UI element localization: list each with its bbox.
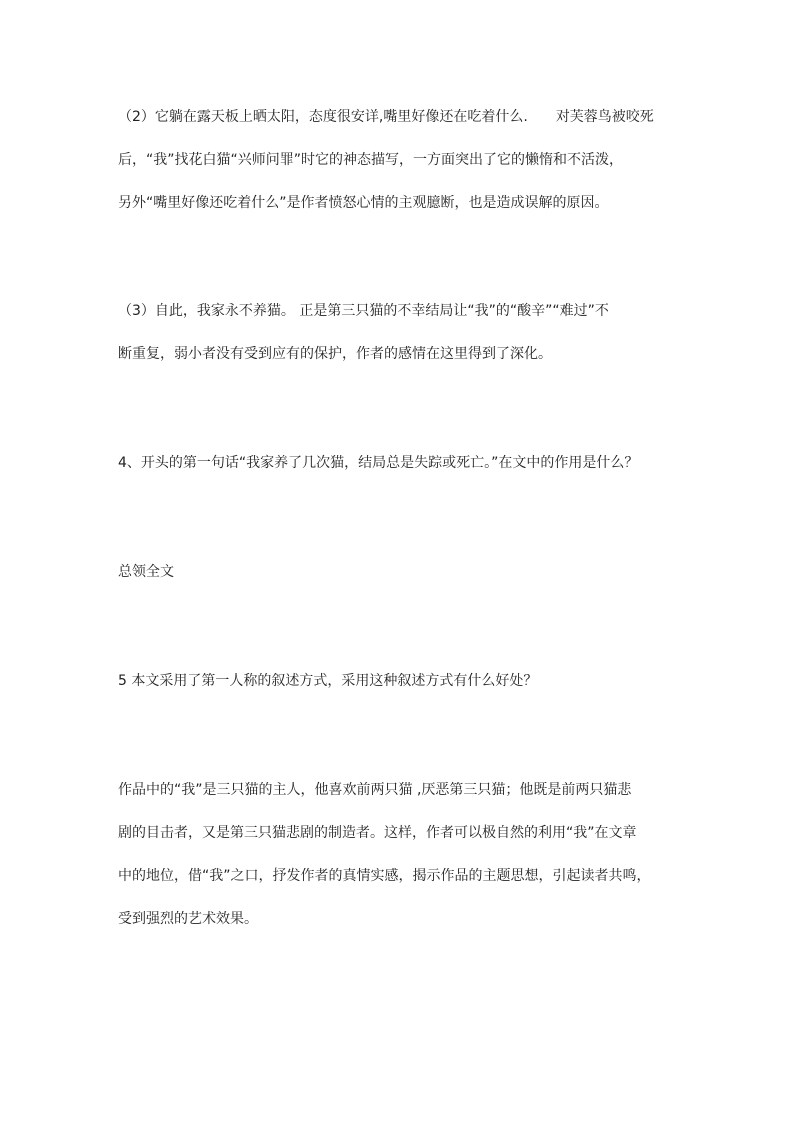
answer-4-text: 总领全文 (118, 564, 174, 580)
question-4 (118, 442, 678, 485)
answer-4 (118, 551, 678, 594)
question-4-text: 4、开头的第一句话“我家养了几次猫，结局总是失踪或死亡。”在文中的作用是什么？ (118, 455, 639, 471)
paragraph-line: 受到强烈的艺术效果。 (118, 911, 258, 927)
question-5 (118, 660, 678, 703)
paragraph-line: 另外“嘴里好像还吃着什么”是作者愤怒心情的主观臆断，也是造成误解的原因。 (118, 195, 609, 211)
paragraph-line: 中的地位，借“我”之口，抒发作者的真情实感，揭示作品的主题思想，引起读者共鸣， (118, 868, 651, 884)
question-5-text: 5 本文采用了第一人称的叙述方式，采用这种叙述方式有什么好处？ (118, 673, 538, 689)
paragraph-line: 作品中的“我”是三只猫的主人，他喜欢前两只猫 ,厌恶第三只猫；他既是前两只猫悲 (118, 782, 632, 798)
paragraph-line: （3）自此，我家永不养猫。 正是第三只猫的不幸结局让“我”的“酸辛”“难过”不 (118, 303, 609, 319)
paragraph-line: 后，“我”找花白猫“兴师问罪”时它的神态描写，一方面突出了它的懒惰和不活泼， (118, 152, 624, 168)
paragraph-line (118, 96, 678, 139)
answer-paragraph-3 (118, 290, 678, 376)
paragraph-line: 剧的目击者，又是第三只猫悲剧的制造者。这样，作者可以极自然的利用“我”在文章 (118, 825, 637, 841)
answer-paragraph-2 (118, 96, 678, 225)
paragraph-line: 断重复，弱小者没有受到应有的保护，作者的感情在这里得到了深化。 (118, 346, 552, 362)
paragraph-line-text: （2）它躺在露天板上晒太阳，态度很安详,嘴里好像还在吃着什么. (118, 109, 528, 125)
answer-5 (118, 769, 678, 941)
paragraph-line-tail: 对芙蓉鸟被咬死 (555, 109, 654, 125)
